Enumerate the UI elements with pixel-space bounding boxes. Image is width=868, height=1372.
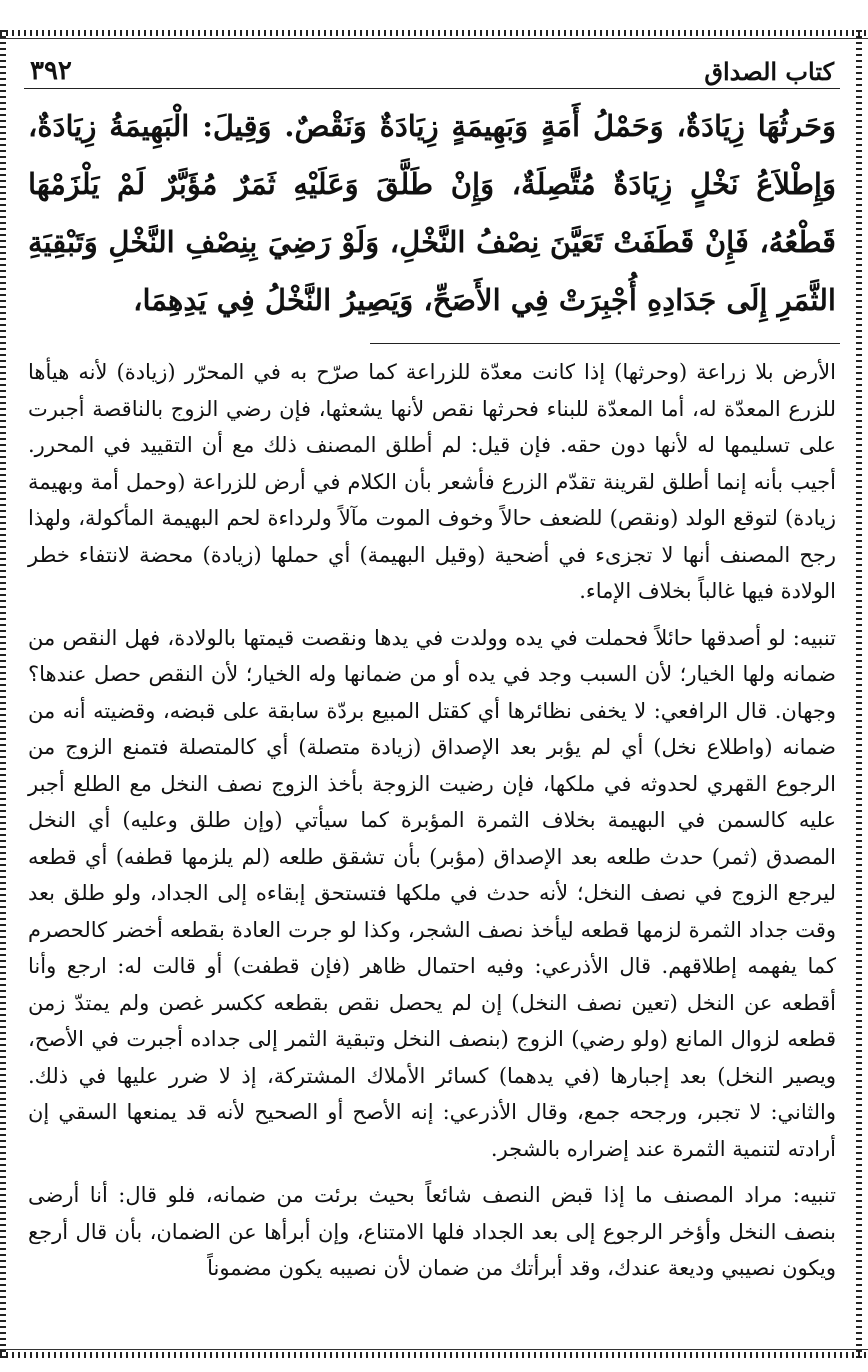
- page-header: [24, 44, 840, 89]
- matn-text: وَحَرثُهَا زِيَادَةٌ، وَحَمْلُ أَمَةٍ وَبَهِيمَةٍ زِيَادَةٌ وَنَقْصٌ. وَقِيلَ: الْبَهِيمَةُ زِيَادَةٌ، وَإِطْلاَعُ نَخْلٍ زِيَادَةٌ مُتَّصِلَةٌ، وَإِنْ طَلَّقَ وَعَلَيْهِ ثَمَرٌ مُؤَبَّرٌ لَمْ يَلْزَمْهَا قَطْعُهُ، فَإِنْ قَطَفَتْ تَعَيَّنَ نِصْفُ النَّخْلِ، وَلَوْ رَضِيَ بِنِصْفِ النَّخْلِ وَتَبْقِيَةِ الثَّمَرِ إِلَى جَدَادِهِ أُجْبِرَتْ فِي الأَصَحِّ، وَيَصِيرُ النَّخْلُ فِي يَدِهِمَا،: [28, 109, 836, 317]
- page-border-top: [0, 30, 868, 36]
- commentary-paragraph: تنبيه: لو أصدقها حائلاً فحملت في يده وولدت في يدها ونقصت قيمتها بالولادة، فهل النقص من ضمانه ولها الخيار؛ لأن السبب وجد في يده أو من ضمانها وله الخيار؛ لأن النقص حصل عندها؟ وجهان. قال الرافعي: لا يخفى نظائرها أي كقتل المبيع بردّة سابقة على قبضه، وقضيته أنه من ضمانه (واطلاع نخل) أي لم يؤبر بعد الإصداق (زيادة متصلة) أي كالمتصلة فتمنع الزوج من الرجوع القهري لحدوثه في ملكها، فإن رضيت الزوجة بأخذ الزوج نصف النخل مع الطلع أجبر عليه كالسمن في البهيمة بخلاف الثمرة المؤبرة كما سيأتي (وإن طلق وعليه) أي النخل المصدق (ثمر) حدث طلعه بعد الإصداق (مؤبر) بأن تشقق طلعه (لم يلزمها قطفه) أي قطعه ليرجع الزوج في نصف النخل؛ لأنه حدث في ملكها فتستحق إبقاءه إلى الجداد، ولو طلق بعد وقت جداد الثمرة لزمها قطعه ليأخذ نصف الشجر، وكذا لو جرت العادة بقطعه أخضر كالحصرم كما يفهمه إطلاقهم. قال الأذرعي: وفيه احتمال ظاهر (فإن قطفت) أو قالت له: ارجع وأنا أقطعه عن النخل (تعين نصف النخل) إن لم يحصل نقص بقطعه ككسر غصن ولم يمتدّ زمن قطعه لزوال المانع (ولو رضي) الزوج (بنصف النخل وتبقية الثمر إلى جداده أجبرت في الأصح، ويصير النخل) بعد إجبارها (في يدهما) كسائر الأملاك المشتركة، إذ لا ضرر عليها في ذلك. والثاني: لا تجبر، ورجحه جمع، وقال الأذرعي: إنه الأصح أو الصحيح لأنه قد يمنعها السقي إن أرادته لتنمية الثمرة عند إضراره بالشجر.: [28, 625, 836, 1161]
- commentary-paragraph: الأرض بلا زراعة (وحرثها) إذا كانت معدّة للزراعة كما صرّح به في المحرّر (زيادة) لأنه هيأها للزرع المعدّة له، أما المعدّة للبناء فحرثها نقص لأنها يشعثها، فإن رضي الزوج بالناقصة أجبرت على تسليمها له لأنها دون حقه. فإن قيل: لم أطلق المصنف ذلك مع أن التقييد في المحرر. أجيب بأنه إنما أطلق لقرينة تقدّم الزرع فأشعر بأن الكلام في أرض للزراعة (وحمل أمة وبهيمة زيادة) لتوقع الولد (ونقص) للضعف حالاً وخوف الموت مآلاً ولرداءة لحم البهيمة المأكولة، ولهذا رجح المصنف أنها لا تجزىء في أضحية (وقيل البهيمة) أي حملها (زيادة) محضة لانتفاء خطر الولادة فيها غالباً بخلاف الإماء.: [28, 360, 836, 603]
- commentary: [24, 354, 840, 1287]
- book-page: [24, 44, 840, 1344]
- commentary-paragraph: تنبيه: مراد المصنف ما إذا قبض النصف شائعاً بحيث برئت من ضمانه، فلو قال: أنا أرضى بنصف النخل وأؤخر الرجوع إلى بعد الجداد فلها الامتناع، وإن أبرأها عن الضمان، بأن قال أرجع ويكون نصيبي وديعة عندك، وقد أبرأتك من ضمان لأن نصيبه يكون مضموناً: [28, 1183, 836, 1280]
- page-border-left: [0, 30, 6, 1358]
- page-number: ٣٩٢: [30, 56, 72, 86]
- section-separator: [370, 343, 840, 344]
- running-title: كتاب الصداق: [704, 57, 834, 86]
- page-border-right: [856, 30, 862, 1358]
- page-border-bottom: [0, 1352, 868, 1358]
